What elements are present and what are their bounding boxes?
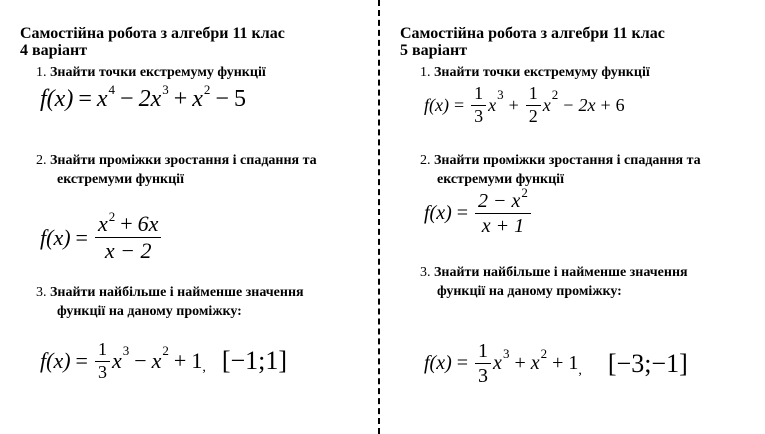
right-formula1 (424, 84, 625, 127)
formula-lhs: f(x) (40, 224, 71, 250)
task-text: екстремуми функції (57, 172, 184, 187)
left-variant: 4 варіант (20, 42, 88, 59)
power: 3 (502, 345, 510, 361)
op: − (563, 94, 574, 115)
power: 2 (162, 343, 169, 359)
term: x (151, 348, 162, 374)
power: 4 (108, 81, 116, 97)
task-number: 3. (36, 285, 47, 300)
task-text: Знайти найбільше і найменше значення (50, 285, 304, 300)
op: − (134, 348, 147, 374)
comma: , (578, 362, 582, 378)
eq: = (453, 94, 465, 115)
task-number: 2. (420, 153, 431, 168)
task-text: Знайти точки екстремуму функції (50, 65, 266, 80)
power: 2 (551, 87, 559, 103)
comma: , (202, 360, 206, 376)
term: 6x (137, 211, 159, 236)
power: 3 (497, 87, 504, 103)
numerator: 1 (471, 84, 486, 106)
power: 2 (203, 81, 211, 97)
left-task3 (36, 283, 304, 321)
task-text: Знайти проміжки зростання і спадання та (434, 153, 701, 168)
op: + (173, 86, 188, 112)
op: + (552, 352, 564, 374)
fraction (95, 340, 110, 383)
denominator: 3 (474, 105, 484, 126)
formula-lhs: f(x) (424, 202, 452, 224)
fraction (475, 340, 491, 387)
term: x (97, 211, 108, 236)
right-formula3 (424, 340, 688, 387)
task-text: Знайти проміжки зростання і спадання та (50, 153, 317, 168)
term: 5 (233, 86, 246, 112)
fraction (475, 185, 531, 237)
term: 2x (578, 94, 596, 115)
formula-lhs: f(x) (40, 86, 74, 112)
fraction (95, 209, 161, 264)
eq: = (78, 86, 92, 112)
eq: = (456, 202, 469, 224)
term: x (192, 86, 203, 112)
left-formula2 (40, 209, 163, 264)
eq: = (75, 348, 88, 374)
formula-lhs: f(x) (40, 348, 71, 374)
interval: [−1;1] (221, 346, 288, 376)
numerator: 1 (526, 84, 541, 106)
op: + (600, 94, 611, 115)
right-task3 (420, 263, 688, 301)
op: − (120, 86, 134, 112)
term: x (530, 352, 540, 374)
term: x (488, 94, 497, 115)
task-text: Знайти точки екстремуму функції (434, 65, 650, 80)
op: + (508, 94, 519, 115)
numerator: 1 (95, 340, 110, 362)
term: 2x (138, 86, 162, 112)
left-task1 (36, 63, 266, 82)
left-formula1 (40, 81, 246, 113)
term: 1 (191, 348, 203, 374)
eq: = (75, 224, 88, 250)
task-number: 3. (420, 265, 431, 280)
denominator: x − 2 (104, 238, 152, 264)
term: 6 (615, 94, 625, 115)
power: 3 (162, 81, 169, 97)
interval: [−3;−1] (607, 348, 688, 378)
task-text: екстремуми функції (437, 172, 564, 187)
cut-line-divider (378, 0, 380, 434)
formula-lhs: f(x) (424, 94, 449, 115)
power: 2 (540, 345, 548, 361)
task-text: функції на даному проміжку: (437, 284, 622, 299)
task-number: 1. (36, 65, 47, 80)
left-formula3 (40, 340, 287, 383)
right-task1 (420, 63, 650, 82)
fraction (526, 84, 541, 127)
op: + (514, 352, 526, 374)
denominator: 2 (528, 105, 538, 126)
right-formula2 (424, 185, 533, 237)
right-variant: 5 варіант (400, 42, 468, 59)
power: 3 (122, 343, 130, 359)
numerator: 1 (475, 340, 491, 364)
right-title: Самостійна робота з алгебри 11 клас (400, 25, 665, 42)
task-number: 2. (36, 153, 47, 168)
denominator: 3 (478, 365, 489, 387)
fraction (471, 84, 486, 127)
op: + (173, 348, 187, 374)
task-number: 1. (420, 65, 431, 80)
eq: = (456, 352, 469, 374)
task-text: функції на даному проміжку: (57, 304, 242, 319)
formula-lhs: f(x) (424, 352, 452, 374)
term: x (542, 94, 551, 115)
denominator: x + 1 (481, 215, 525, 237)
right-task2 (420, 151, 701, 189)
op: − (215, 86, 229, 112)
task-text: Знайти найбільше і найменше значення (434, 265, 688, 280)
denominator: 3 (97, 361, 107, 382)
power: 2 (521, 185, 528, 200)
power: 2 (108, 209, 116, 224)
term: 1 (568, 352, 579, 374)
left-task2 (36, 151, 317, 189)
term: x (111, 348, 122, 374)
numerator: 2 − x (478, 190, 521, 212)
term: x (493, 352, 502, 374)
op: + (120, 211, 133, 236)
left-title: Самостійна робота з алгебри 11 клас (20, 25, 285, 42)
term: x (96, 86, 108, 112)
